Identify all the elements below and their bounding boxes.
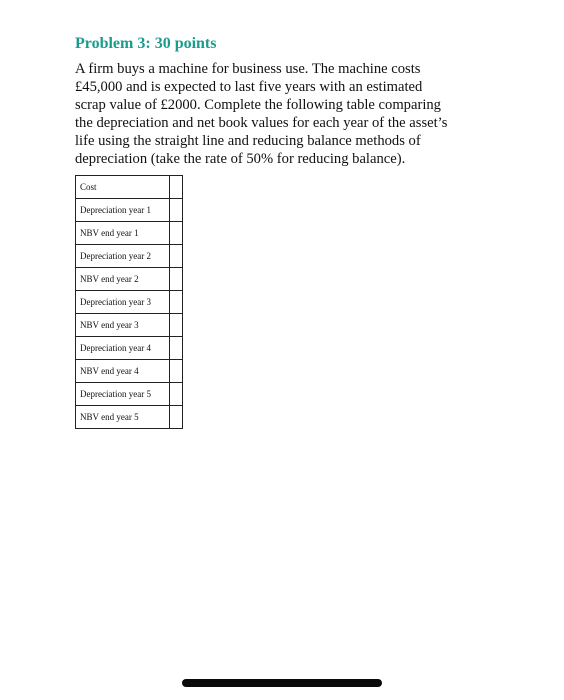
empty-cell [170,176,183,199]
table-row [76,268,183,291]
problem-title: Problem 3: 30 points [75,35,217,52]
problem-text-line: life using the straight line and reducing balance methods of [75,133,421,149]
empty-cell [170,406,183,429]
row-label-cost: Cost [76,176,170,199]
row-label-depreciation-year-2: Depreciation year 2 [76,245,170,268]
problem-text-line: scrap value of £2000. Complete the following table comparing [75,97,441,113]
table-row [76,337,183,360]
empty-cell [170,291,183,314]
problem-text-line: the depreciation and net book values for each year of the asset’s [75,115,448,131]
row-label-nbv-year-1: NBV end year 1 [76,222,170,245]
empty-cell [170,245,183,268]
row-label-nbv-year-5: NBV end year 5 [76,406,170,429]
depreciation-table [75,175,183,429]
empty-cell [170,268,183,291]
table-row [76,383,183,406]
table-row [76,199,183,222]
problem-block [75,34,545,168]
row-label-depreciation-year-1: Depreciation year 1 [76,199,170,222]
table-row [76,360,183,383]
problem-text-line: A firm buys a machine for business use. The machine costs [75,61,421,77]
problem-text [75,60,545,168]
empty-cell [170,314,183,337]
table-row [76,222,183,245]
table-row [76,406,183,429]
problem-text-line: depreciation (take the rate of 50% for reducing balance). [75,151,406,167]
row-label-depreciation-year-4: Depreciation year 4 [76,337,170,360]
empty-cell [170,337,183,360]
row-label-depreciation-year-3: Depreciation year 3 [76,291,170,314]
empty-cell [170,383,183,406]
row-label-nbv-year-2: NBV end year 2 [76,268,170,291]
table-row [76,245,183,268]
empty-cell [170,222,183,245]
row-label-nbv-year-4: NBV end year 4 [76,360,170,383]
empty-cell [170,360,183,383]
table-row [76,314,183,337]
table-row [76,176,183,199]
row-label-nbv-year-3: NBV end year 3 [76,314,170,337]
table-row [76,291,183,314]
problem-text-line: £45,000 and is expected to last five years with an estimated [75,79,423,95]
row-label-depreciation-year-5: Depreciation year 5 [76,383,170,406]
home-indicator[interactable] [182,679,382,687]
empty-cell [170,199,183,222]
